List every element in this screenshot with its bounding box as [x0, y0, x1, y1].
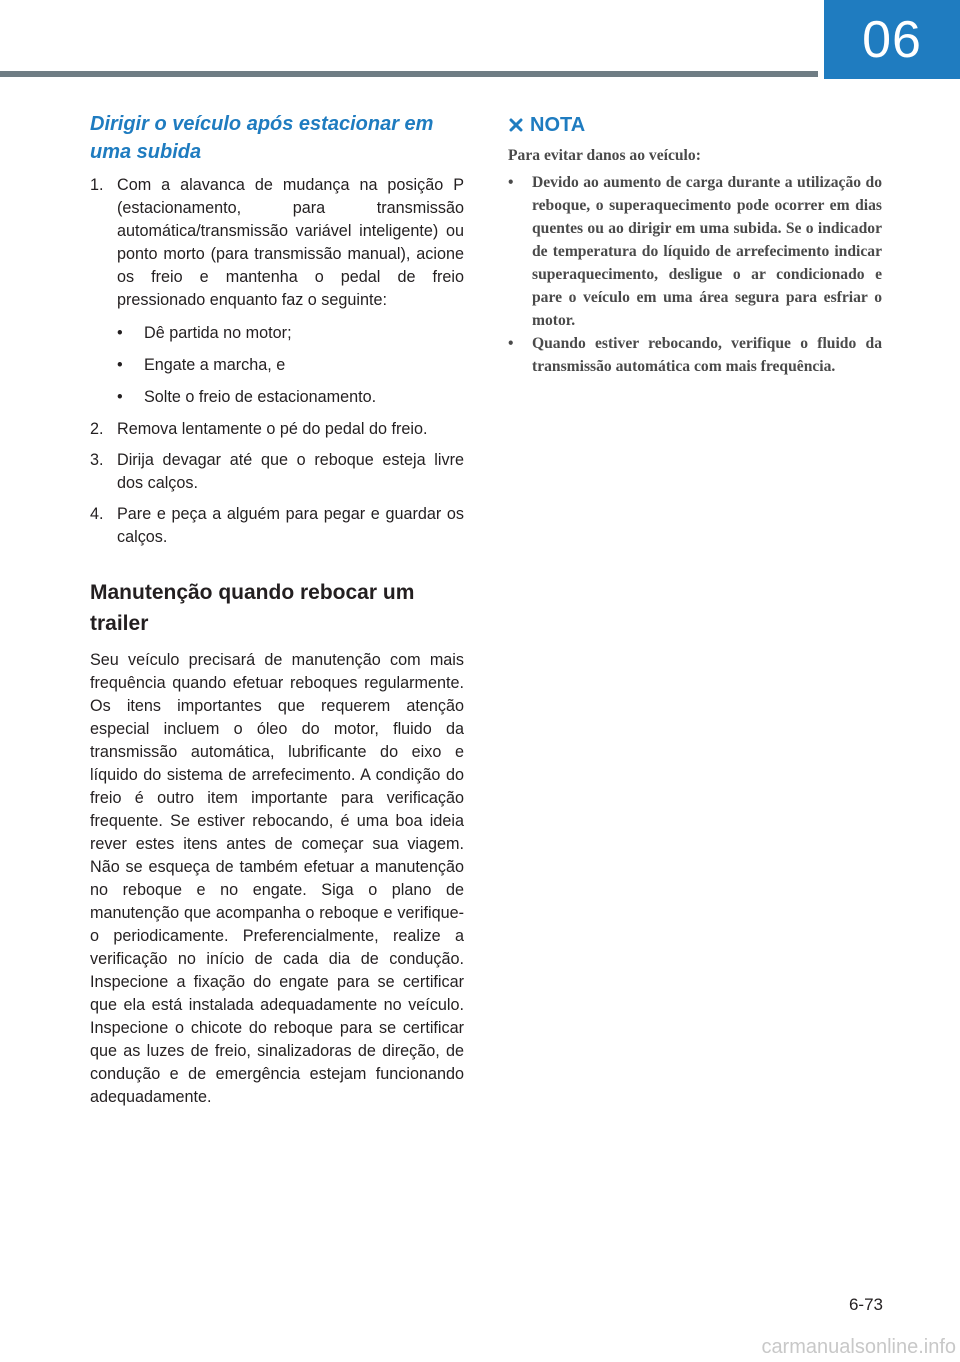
section-heading-trailer-maintenance: Manutenção quando rebocar um trailer: [90, 581, 415, 635]
note-item: [508, 171, 882, 332]
step-text: Pare e peça a alguém para pegar e guardar os calços.: [117, 505, 464, 546]
note-item: [508, 332, 882, 378]
step-item: [90, 174, 464, 409]
chapter-tab: [824, 0, 960, 79]
step-number: 2.: [90, 420, 104, 438]
bullet-text: Dê partida no motor;: [144, 324, 292, 342]
left-column: [90, 110, 464, 1109]
step-item: [90, 449, 464, 495]
bullet-text: Engate a marcha, e: [144, 356, 286, 374]
step-number: 3.: [90, 451, 104, 469]
bullet-dot: •: [508, 174, 514, 191]
step-item: [90, 503, 464, 549]
note-item-text: Quando estiver rebocando, verifique o fluido da transmissão automática com mais frequência.: [532, 335, 882, 375]
watermark-text: carmanualsonline.info: [761, 1336, 956, 1358]
step-sublist: [117, 322, 464, 409]
note-heading: [508, 110, 882, 140]
bullet-dot: •: [117, 356, 123, 374]
subheading-hill-start: Dirigir o veículo após estacionar em uma subida: [90, 113, 434, 163]
step-text: Dirija devagar até que o reboque esteja livre dos calços.: [117, 451, 464, 492]
step-text: Com a alavanca de mudança na posição P (estacionamento, para transmissão automática/transmissão variável inteligente) ou ponto morto (para transmissão manual), acione os freio e mantenha o pedal de freio pressionado enquanto faz o seguinte:: [117, 176, 464, 309]
sub-bullet-item: [117, 322, 464, 345]
note-item-text: Devido ao aumento de carga durante a utilização do reboque, o superaquecimento pode ocorrer em dias quentes ou ao dirigir em uma subida. Se o indicador de temperatura do líquido de arrefecimento indicar superaquecimento, desligue o ar condicionado e pare o veículo em uma área segura para esfriar o motor.: [532, 174, 882, 329]
step-item: [90, 418, 464, 441]
note-title: NOTA: [530, 114, 586, 136]
sub-bullet-item: [117, 386, 464, 409]
step-number: 4.: [90, 505, 104, 523]
header-rule: [0, 71, 818, 77]
bullet-text: Solte o freio de estacionamento.: [144, 388, 377, 406]
bullet-dot: •: [117, 324, 123, 342]
bullet-dot: •: [117, 388, 123, 406]
step-text: Remova lentamente o pé do pedal do freio.: [117, 420, 428, 438]
note-box: [508, 110, 882, 378]
bullet-dot: •: [508, 335, 514, 352]
note-intro: Para evitar danos ao veículo:: [508, 147, 701, 164]
chapter-number: 06: [862, 10, 922, 69]
step-number: 1.: [90, 176, 104, 194]
asterisk-icon: [508, 117, 524, 133]
note-list: [508, 171, 882, 378]
steps-list: [90, 174, 464, 549]
page-number: 6-73: [848, 1295, 883, 1314]
maintenance-paragraph: Seu veículo precisará de manutenção com mais frequência quando efetuar reboques regularmente. Os itens importantes que requerem atenção especial incluem o óleo do motor, fluido da transmissão automática, lubrificante do eixo e líquido do sistema de arrefecimento. A condição do freio é outro item importante para verificação frequente. Se estiver rebocando, é uma boa ideia rever estes itens antes de começar sua viagem. Não se esqueça de também efetuar a manutenção no reboque e no engate. Siga o plano de manutenção que acompanha o reboque e verifique-o periodicamente. Preferencialmente, realize a verificação no início de cada dia de condução. Inspecione a fixação do engate para se certificar que ela está instalada adequadamente no veículo. Inspecione o chicote do reboque para se certificar que as luzes de freio, sinalizadoras de direção, de condução e de emergência estejam funcionando adequadamente.: [90, 651, 464, 1106]
sub-bullet-item: [117, 354, 464, 377]
